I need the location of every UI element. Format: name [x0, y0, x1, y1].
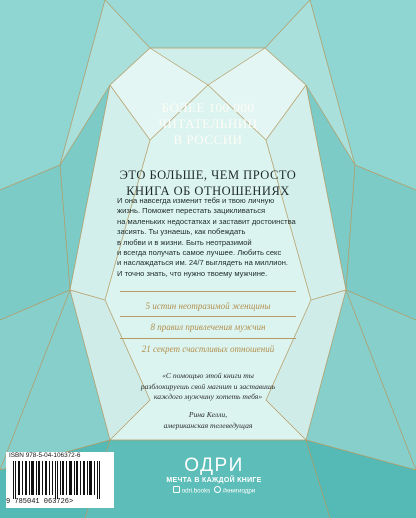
publisher-slogan: МЕЧТА В КАЖДОЙ КНИГЕ [166, 477, 262, 484]
quote-line: «С помощью этой книги ты [162, 371, 254, 380]
truth-item: 21 секрет счастливых отношений [141, 344, 275, 354]
isbn-number: ISBN 978-5-04-106372-6 [9, 452, 81, 459]
subtitle-headline [0, 168, 416, 199]
publisher-block [119, 456, 309, 496]
quote-line: разблокируешь свой магнит и заставишь [140, 381, 276, 391]
subtitle-line: ЭТО БОЛЬШЕ, ЧЕМ ПРОСТО [119, 168, 297, 182]
readers-line: В РОССИИ [173, 132, 243, 147]
truth-item: 5 истин неотразимой женщины [145, 301, 271, 311]
description-line: жизнь. Поможет перестать зацикливаться [117, 206, 266, 216]
divider [120, 291, 296, 292]
description-line: на маленьких недостатках и заставит достоинства [117, 216, 296, 226]
truth-item: 8 правил привлечения мужчин [150, 322, 266, 332]
readers-line: БОЛЕЕ 100 000 [161, 100, 255, 115]
divider [120, 316, 296, 317]
publisher-social [119, 486, 309, 496]
publisher-logo: ОДРИ [184, 455, 244, 476]
quote-line: каждого мужчину хотеть тебя» [153, 392, 263, 401]
description-line: в любви и в жизни. Быть неотразимой [117, 237, 252, 247]
description-line: И она навсегда изменит тебя и твою личную [117, 196, 275, 205]
description-line: и наслаждаться им. 24/7 выглядеть на миллион. [117, 258, 289, 268]
publisher-hashtag: #книгиодри [222, 487, 256, 495]
description-line: И точно знать, что нужно твоему мужчине. [117, 268, 268, 278]
isbn-barcode [6, 452, 114, 508]
testimonial-quote [0, 371, 416, 403]
description-text [117, 196, 317, 279]
hashtag-icon [214, 486, 221, 493]
barcode-digits: 9 785041 063726> [6, 498, 74, 506]
publisher-site: odri.books [181, 487, 211, 495]
quote-author [0, 410, 416, 431]
divider [120, 338, 296, 339]
description-line: засиять. Ты узнаешь, как побеждать [117, 227, 246, 237]
readers-headline [0, 100, 416, 148]
instagram-icon [173, 486, 180, 493]
subtitle-line: КНИГА ОБ ОТНОШЕНИЯХ [126, 183, 290, 198]
author-name: Рина Келли, [188, 410, 228, 419]
description-line: и всегда получать самое лучшее. Любить секс [117, 248, 282, 258]
barcode-bars [9, 461, 111, 499]
readers-line: ЧИТАТЕЛЬНИЦ [158, 116, 258, 131]
author-title: американская телеведущая [163, 420, 253, 430]
